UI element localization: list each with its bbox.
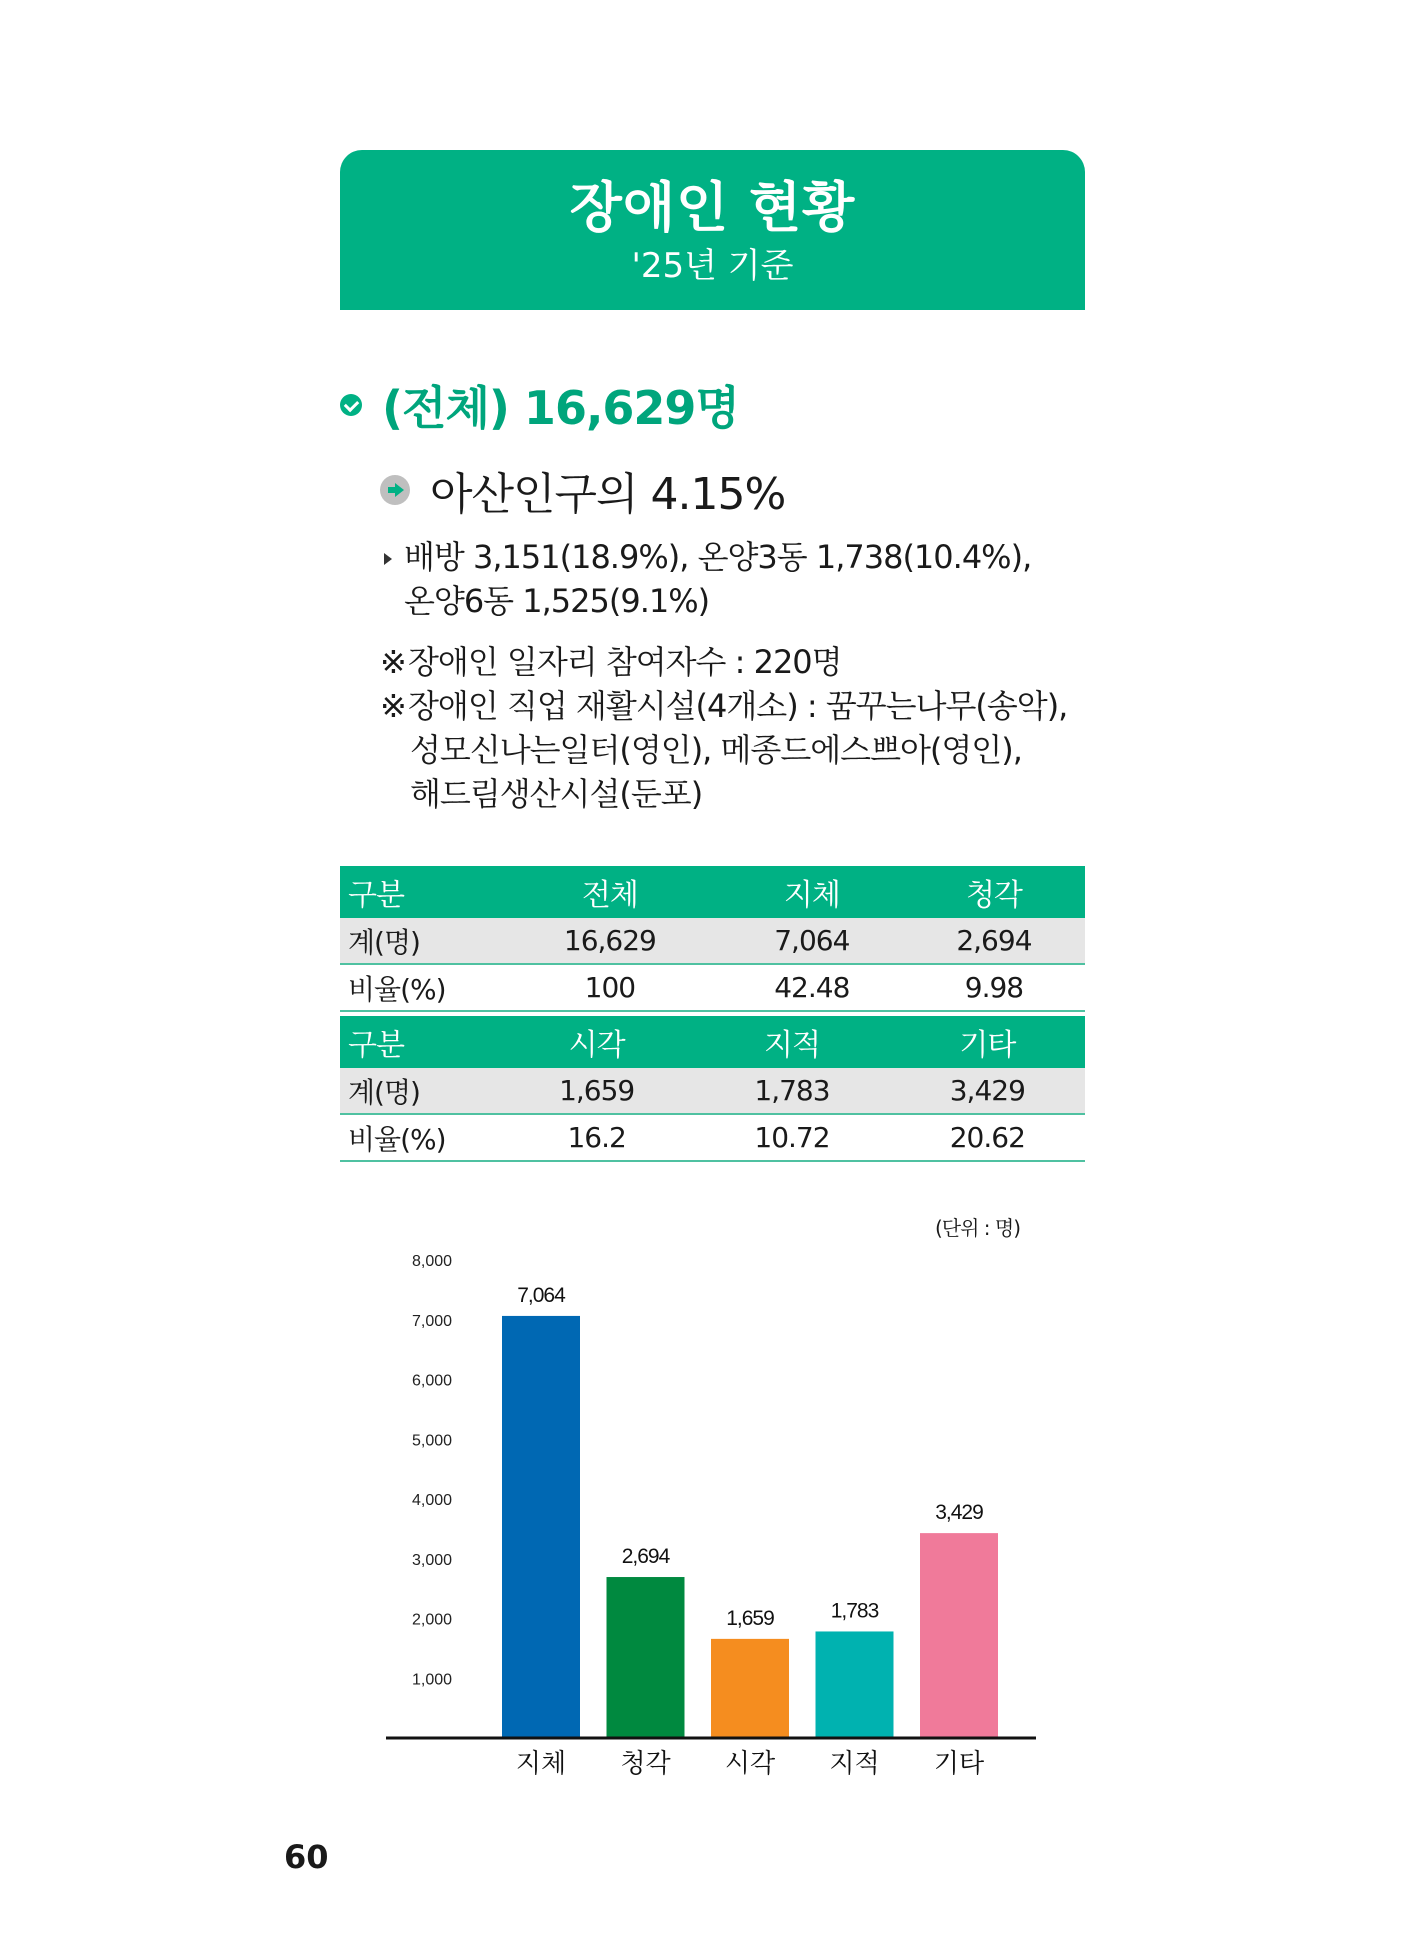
table-header-cell: 구분 (340, 866, 499, 918)
page-subtitle: '25년 기준 (631, 246, 794, 286)
x-tick-label: 기타 (933, 1749, 985, 1779)
table-header-cell: 기타 (890, 1016, 1085, 1068)
table-cell: 계(명) (340, 1068, 499, 1114)
data-label: 1,783 (830, 1599, 879, 1623)
note-item: ※장애인 일자리 참여자수 : 220명 (380, 640, 1067, 684)
area-line: 온양6동 1,525(9.1%) (404, 582, 710, 620)
note-line: 해드림생산시설(둔포) (410, 775, 703, 813)
table-cell: 100 (499, 964, 721, 1011)
unit-label: (단위 : 명) (935, 1216, 1021, 1240)
x-tick-label: 지적 (829, 1749, 880, 1779)
page-number: 60 (284, 1838, 329, 1876)
table-header-cell: 시각 (499, 1016, 694, 1068)
bar (816, 1631, 894, 1738)
bar (920, 1533, 998, 1738)
table-cell: 42.48 (721, 964, 903, 1011)
bar (607, 1577, 685, 1738)
table-header-cell: 청각 (903, 866, 1085, 918)
y-tick-label: 8,000 (412, 1253, 453, 1270)
bar (711, 1639, 789, 1738)
note-line: 성모신나는일터(영인), 메종드에스쁘아(영인), (410, 731, 1022, 769)
table-cell: 16,629 (499, 918, 721, 964)
data-label: 3,429 (935, 1501, 983, 1525)
y-tick-label: 4,000 (412, 1492, 453, 1509)
y-tick-label: 1,000 (412, 1671, 453, 1689)
area-line: 배방 3,151(18.9%), 온양3동 1,738(10.4%), (384, 535, 1031, 579)
bar (502, 1316, 580, 1738)
table-cell: 7,064 (721, 918, 903, 964)
data-label: 1,659 (726, 1606, 774, 1630)
data-label: 2,694 (621, 1545, 670, 1569)
ratio-text: 아산인구의 4.15% (430, 469, 786, 520)
table-header-cell: 전체 (499, 866, 721, 918)
table-cell: 2,694 (903, 918, 1085, 964)
table-cell: 20.62 (890, 1114, 1085, 1161)
table-cell: 16.2 (499, 1114, 694, 1161)
x-tick-label: 지체 (515, 1749, 567, 1779)
total-text: (전체) 16,629명 (382, 381, 739, 435)
note-mark: ※ (380, 643, 406, 681)
table-cell: 3,429 (890, 1068, 1085, 1114)
y-tick-label: 2,000 (412, 1611, 453, 1629)
data-label: 7,064 (517, 1283, 565, 1307)
y-tick-label: 3,000 (412, 1551, 453, 1569)
table-header-cell: 지체 (721, 866, 903, 918)
y-tick-label: 7,000 (412, 1312, 453, 1330)
table-cell: 비율(%) (340, 1114, 499, 1161)
page-title: 장애인 현황 (569, 176, 856, 239)
table-cell: 비율(%) (340, 964, 499, 1011)
note-item: ※장애인 직업 재활시설(4개소) : 꿈꾸는나무(송악), (380, 684, 1067, 728)
note-mark: ※ (380, 687, 406, 725)
table-cell: 1,659 (499, 1068, 694, 1114)
table-cell: 계(명) (340, 918, 499, 964)
table-header-cell: 지적 (694, 1016, 889, 1068)
y-tick-label: 6,000 (412, 1372, 453, 1390)
table-header-cell: 구분 (340, 1016, 499, 1068)
table-cell: 1,783 (694, 1068, 889, 1114)
table-cell: 9.98 (903, 964, 1085, 1011)
y-tick-label: 5,000 (412, 1432, 453, 1450)
table-cell: 10.72 (694, 1114, 889, 1161)
x-tick-label: 청각 (620, 1749, 671, 1779)
x-tick-label: 시각 (724, 1749, 776, 1779)
